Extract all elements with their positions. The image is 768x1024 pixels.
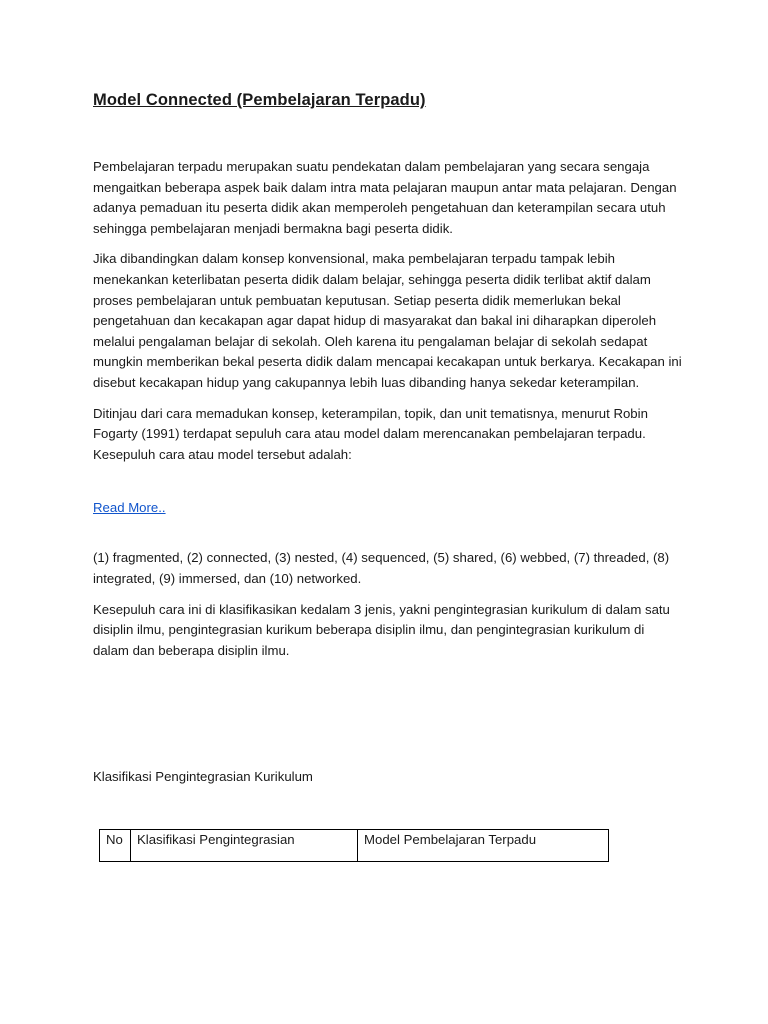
document-page	[93, 88, 683, 787]
table-caption: Klasifikasi Pengintegrasian Kurikulum	[93, 769, 313, 785]
header-model: Model Pembelajaran Terpadu	[358, 830, 609, 862]
models-list: (1) fragmented, (2) connected, (3) nested, (4) sequenced, (5) shared, (6) webbed, (7) threaded, (8) integrated, (9) immersed, dan (10) networked.	[93, 550, 670, 586]
paragraph-comparison: Jika dibandingkan dalam konsep konvensional, maka pembelajaran terpadu tampak lebih menekankan keterlibatan peserta didik dalam belajar, sehingga peserta didik terlibat aktif dalam proses pembelajaran untuk pembuatan keputusan. Setiap peserta didik memerlukan bekal pengetahuan dan kecakapan agar dapat hidup di masyarakat dan bakal ini diharapkan diperoleh melalui pengalaman belajar di sekolah. Oleh karena itu pengalaman belajar di sekolah sedapat mungkin memberikan bekal peserta didik dalam mencapai kecakapan untuk berkarya. Kecakapan ini disebut kecakapan hidup yang cakupannya lebih luas dibanding hanya sekedar keterampilan.	[93, 251, 682, 390]
header-no: No	[100, 830, 131, 862]
paragraph-fogarty: Ditinjau dari cara memadukan konsep, keterampilan, topik, dan unit tematisnya, menurut Robin Fogarty (1991) terdapat sepuluh cara atau model dalam merencanakan pembelajaran terpadu. Kesepuluh cara atau model tersebut adalah:	[93, 405, 648, 462]
header-klasifikasi: Klasifikasi Pengintegrasian	[131, 830, 358, 862]
table-header-row	[100, 830, 609, 862]
classification-table	[99, 829, 609, 862]
paragraph-classification: Kesepuluh cara ini di klasifikasikan kedalam 3 jenis, yakni pengintegrasian kurikulum di dalam satu disiplin ilmu, pengintegrasian kurikum beberapa disiplin ilmu, dan pengintegrasian kurikulum di dalam dan beberapa disiplin ilmu.	[93, 601, 670, 658]
read-more-link[interactable]: Read More..	[93, 500, 166, 516]
document-title: Model Connected (Pembelajaran Terpadu)	[93, 91, 426, 109]
paragraph-intro: Pembelajaran terpadu merupakan suatu pendekatan dalam pembelajaran yang secara sengaja mengaitkan beberapa aspek baik dalam intra mata pelajaran maupun antar mata pelajaran. Dengan adanya pemaduan itu peserta didik akan memperoleh pengetahuan dan keterampilan secara utuh sehingga pembelajaran menjadi bermakna bagi peserta didik.	[93, 159, 677, 236]
